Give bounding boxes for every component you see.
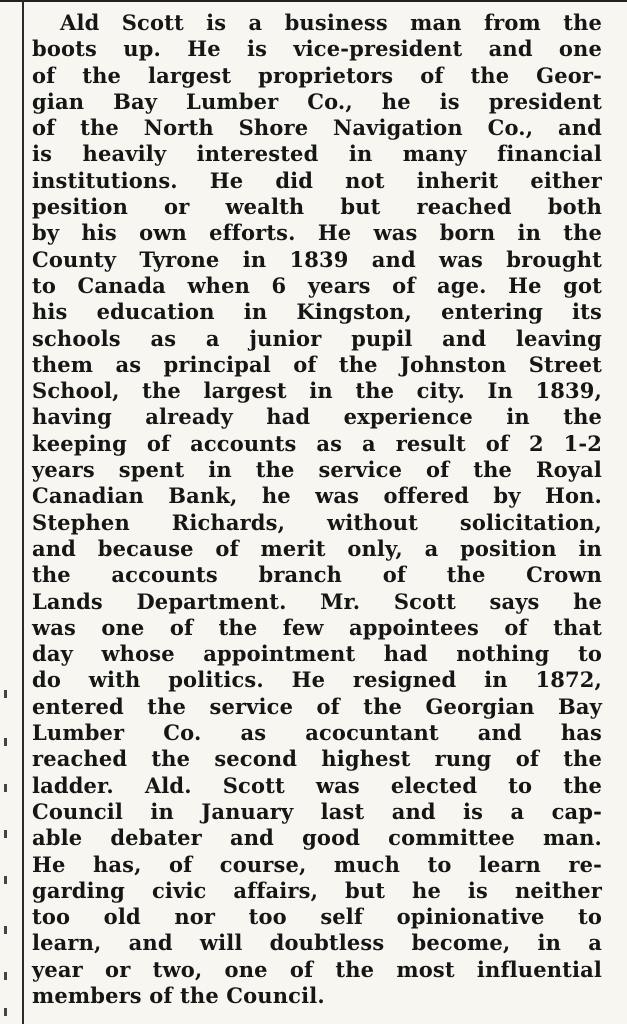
article-line: Council in January last and is a cap-: [32, 798, 602, 824]
column-rule: [22, 0, 24, 1024]
adjacent-column-fragments: [4, 690, 14, 1020]
article-line: institutions. He did not inherit either: [32, 167, 602, 193]
article-line: reached the second highest rung of the: [32, 746, 602, 772]
article-line: entered the service of the Georgian Bay: [32, 693, 602, 719]
article-line: and because of merit only, a position in: [32, 535, 602, 561]
article-line: them as principal of the Johnston Street: [32, 351, 602, 377]
article-line: ladder. Ald. Scott was elected to the: [32, 772, 602, 798]
article-line: learn, and will doubtless become, in a: [32, 930, 602, 956]
article-line: County Tyrone in 1839 and was brought: [32, 246, 602, 272]
article-line: is heavily interested in many financial: [32, 141, 602, 167]
article-line: garding civic affairs, but he is neither: [32, 877, 602, 903]
article-line: was one of the few appointees of that: [32, 614, 602, 640]
article-line: his education in Kingston, entering its: [32, 299, 602, 325]
article-line: Lands Department. Mr. Scott says he: [32, 588, 602, 614]
article-line: School, the largest in the city. In 1839,: [32, 378, 602, 404]
article-line: day whose appointment had nothing to: [32, 641, 602, 667]
article-line: years spent in the service of the Royal: [32, 457, 602, 483]
top-border-rule: [0, 0, 627, 2]
article-line: do with politics. He resigned in 1872,: [32, 667, 602, 693]
article-line: to Canada when 6 years of age. He got: [32, 272, 602, 298]
article-line: having already had experience in the: [32, 404, 602, 430]
article-line: gian Bay Lumber Co., he is president: [32, 88, 602, 114]
article-body: [32, 10, 602, 1009]
article-line: He has, of course, much to learn re-: [32, 851, 602, 877]
article-line: Ald Scott is a business man from the: [60, 10, 602, 35]
article-line: of the North Shore Navigation Co., and: [32, 115, 602, 141]
article-line: too old nor too self opinionative to: [32, 904, 602, 930]
article-line: pesition or wealth but reached both: [32, 194, 602, 220]
article-line: by his own efforts. He was born in the: [32, 220, 602, 246]
article-line: Lumber Co. as acocuntant and has: [32, 720, 602, 746]
article-line: of the largest proprietors of the Geor-: [32, 62, 602, 88]
article-line: schools as a junior pupil and leaving: [32, 325, 602, 351]
article-line: year or two, one of the most influential: [32, 956, 602, 982]
article-line: able debater and good committee man.: [32, 825, 602, 851]
article-line: members of the Council.: [32, 982, 325, 1008]
article-line: Canadian Bank, he was offered by Hon.: [32, 483, 602, 509]
article-line: the accounts branch of the Crown: [32, 562, 602, 588]
article-line: boots up. He is vice-president and one: [32, 36, 602, 62]
article-line: Stephen Richards, without solicitation,: [32, 509, 602, 535]
article-line: keeping of accounts as a result of 2 1-2: [32, 430, 602, 456]
